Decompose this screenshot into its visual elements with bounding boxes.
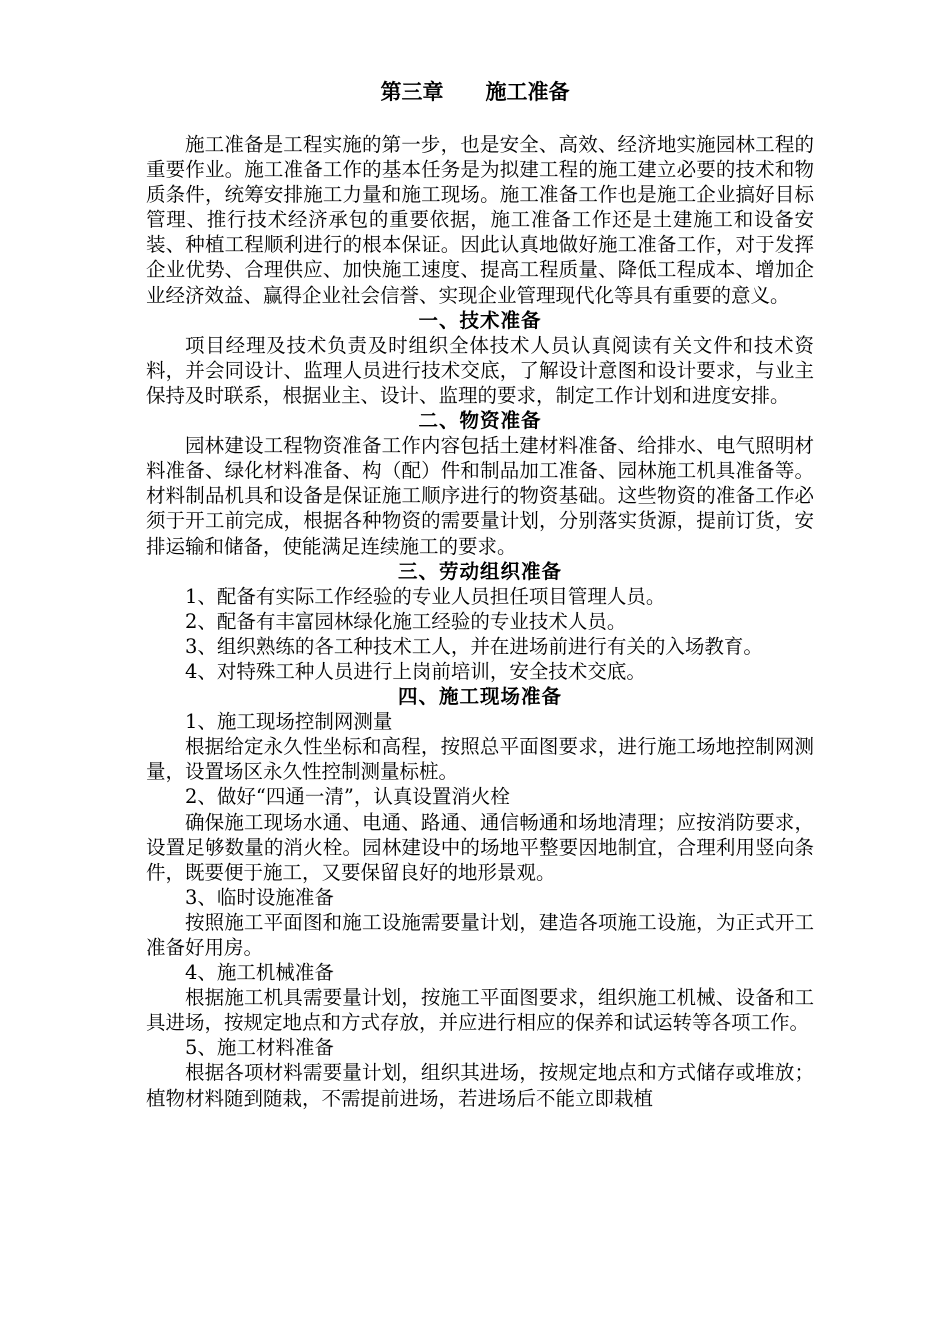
subsection-title: 2、做好“四通一清”，认真设置消火栓 xyxy=(185,785,510,809)
section-heading-labor: 三、劳动组织准备 xyxy=(397,559,562,583)
section-heading-technical: 一、技术准备 xyxy=(418,308,542,332)
paragraph: 按照施工平面图和施工设施需要量计划，建造各项施工设施，为正式开工准备好用房。 xyxy=(146,910,814,959)
paragraph: 确保施工现场水通、电通、路通、通信畅通和场地清理；应按消防要求，设置足够数量的消火栓。园林建设中的场地平整要因地制宜，合理利用竖向条件，既要便于施工，又要保留良好的地形景观。 xyxy=(146,810,814,884)
subsection-title: 4、施工机械准备 xyxy=(185,961,334,985)
intro-paragraph: 施工准备是工程实施的第一步，也是安全、高效、经济地实施园林工程的重要作业。施工准备工作的基本任务是为拟建工程的施工建立必要的技术和物质条件，统筹安排施工力量和施工现场。施工准备工作也是施工企业搞好目标管理、推行技术经济承包的重要依据，施工准备工作还是土建施工和设备安装、种植工程顺利进行的根本保证。因此认真地做好施工准备工作，对于发挥企业优势、合理供应、加快施工速度、提高工程质量、降低工程成本、增加企业经济效益、赢得企业社会信誉、实现企业管理现代化等具有重要的意义。 xyxy=(146,133,814,307)
section-heading-materials: 二、物资准备 xyxy=(418,409,542,433)
list-item: 1、配备有实际工作经验的专业人员担任项目管理人员。 xyxy=(185,584,666,608)
paragraph: 根据施工机具需要量计划，按施工平面图要求，组织施工机械、设备和工具进场，按规定地点和方式存放，并应进行相应的保养和试运转等各项工作。 xyxy=(146,986,814,1035)
subsection-title: 1、施工现场控制网测量 xyxy=(185,710,393,734)
list-item: 3、组织熟练的各工种技术工人，并在进场前进行有关的入场教育。 xyxy=(185,634,763,658)
paragraph: 根据各项材料需要量计划，组织其进场，按规定地点和方式储存或堆放；植物材料随到随栽，不需提前进场，若进场后不能立即栽植 xyxy=(146,1061,814,1110)
chapter-title: 第三章 施工准备 xyxy=(380,79,570,104)
list-item: 4、对特殊工种人员进行上岗前培训，安全技术交底。 xyxy=(185,659,646,683)
subsection-title: 3、临时设施准备 xyxy=(185,885,334,909)
paragraph: 园林建设工程物资准备工作内容包括土建材料准备、给排水、电气照明材料准备、绿化材料准备、构（配）件和制品加工准备、园林施工机具准备等。材料制品机具和设备是保证施工顺序进行的物资基础。这些物资的准备工作必须于开工前完成，根据各种物资的需要量计划，分别落实货源，提前订货，安排运输和储备，使能满足连续施工的要求。 xyxy=(146,434,814,558)
paragraph: 根据给定永久性坐标和高程，按照总平面图要求，进行施工场地控制网测量，设置场区永久性控制测量标桩。 xyxy=(146,735,814,784)
paragraph: 项目经理及技术负责及时组织全体技术人员认真阅读有关文件和技术资料，并会同设计、监理人员进行技术交底，了解设计意图和设计要求，与业主保持及时联系，根据业主、设计、监理的要求，制定工作计划和进度安排。 xyxy=(146,333,814,407)
section-heading-site: 四、施工现场准备 xyxy=(397,685,562,709)
document-body xyxy=(146,132,814,1111)
list-item: 2、配备有丰富园林绿化施工经验的专业技术人员。 xyxy=(185,609,627,633)
subsection-title: 5、施工材料准备 xyxy=(185,1036,334,1060)
